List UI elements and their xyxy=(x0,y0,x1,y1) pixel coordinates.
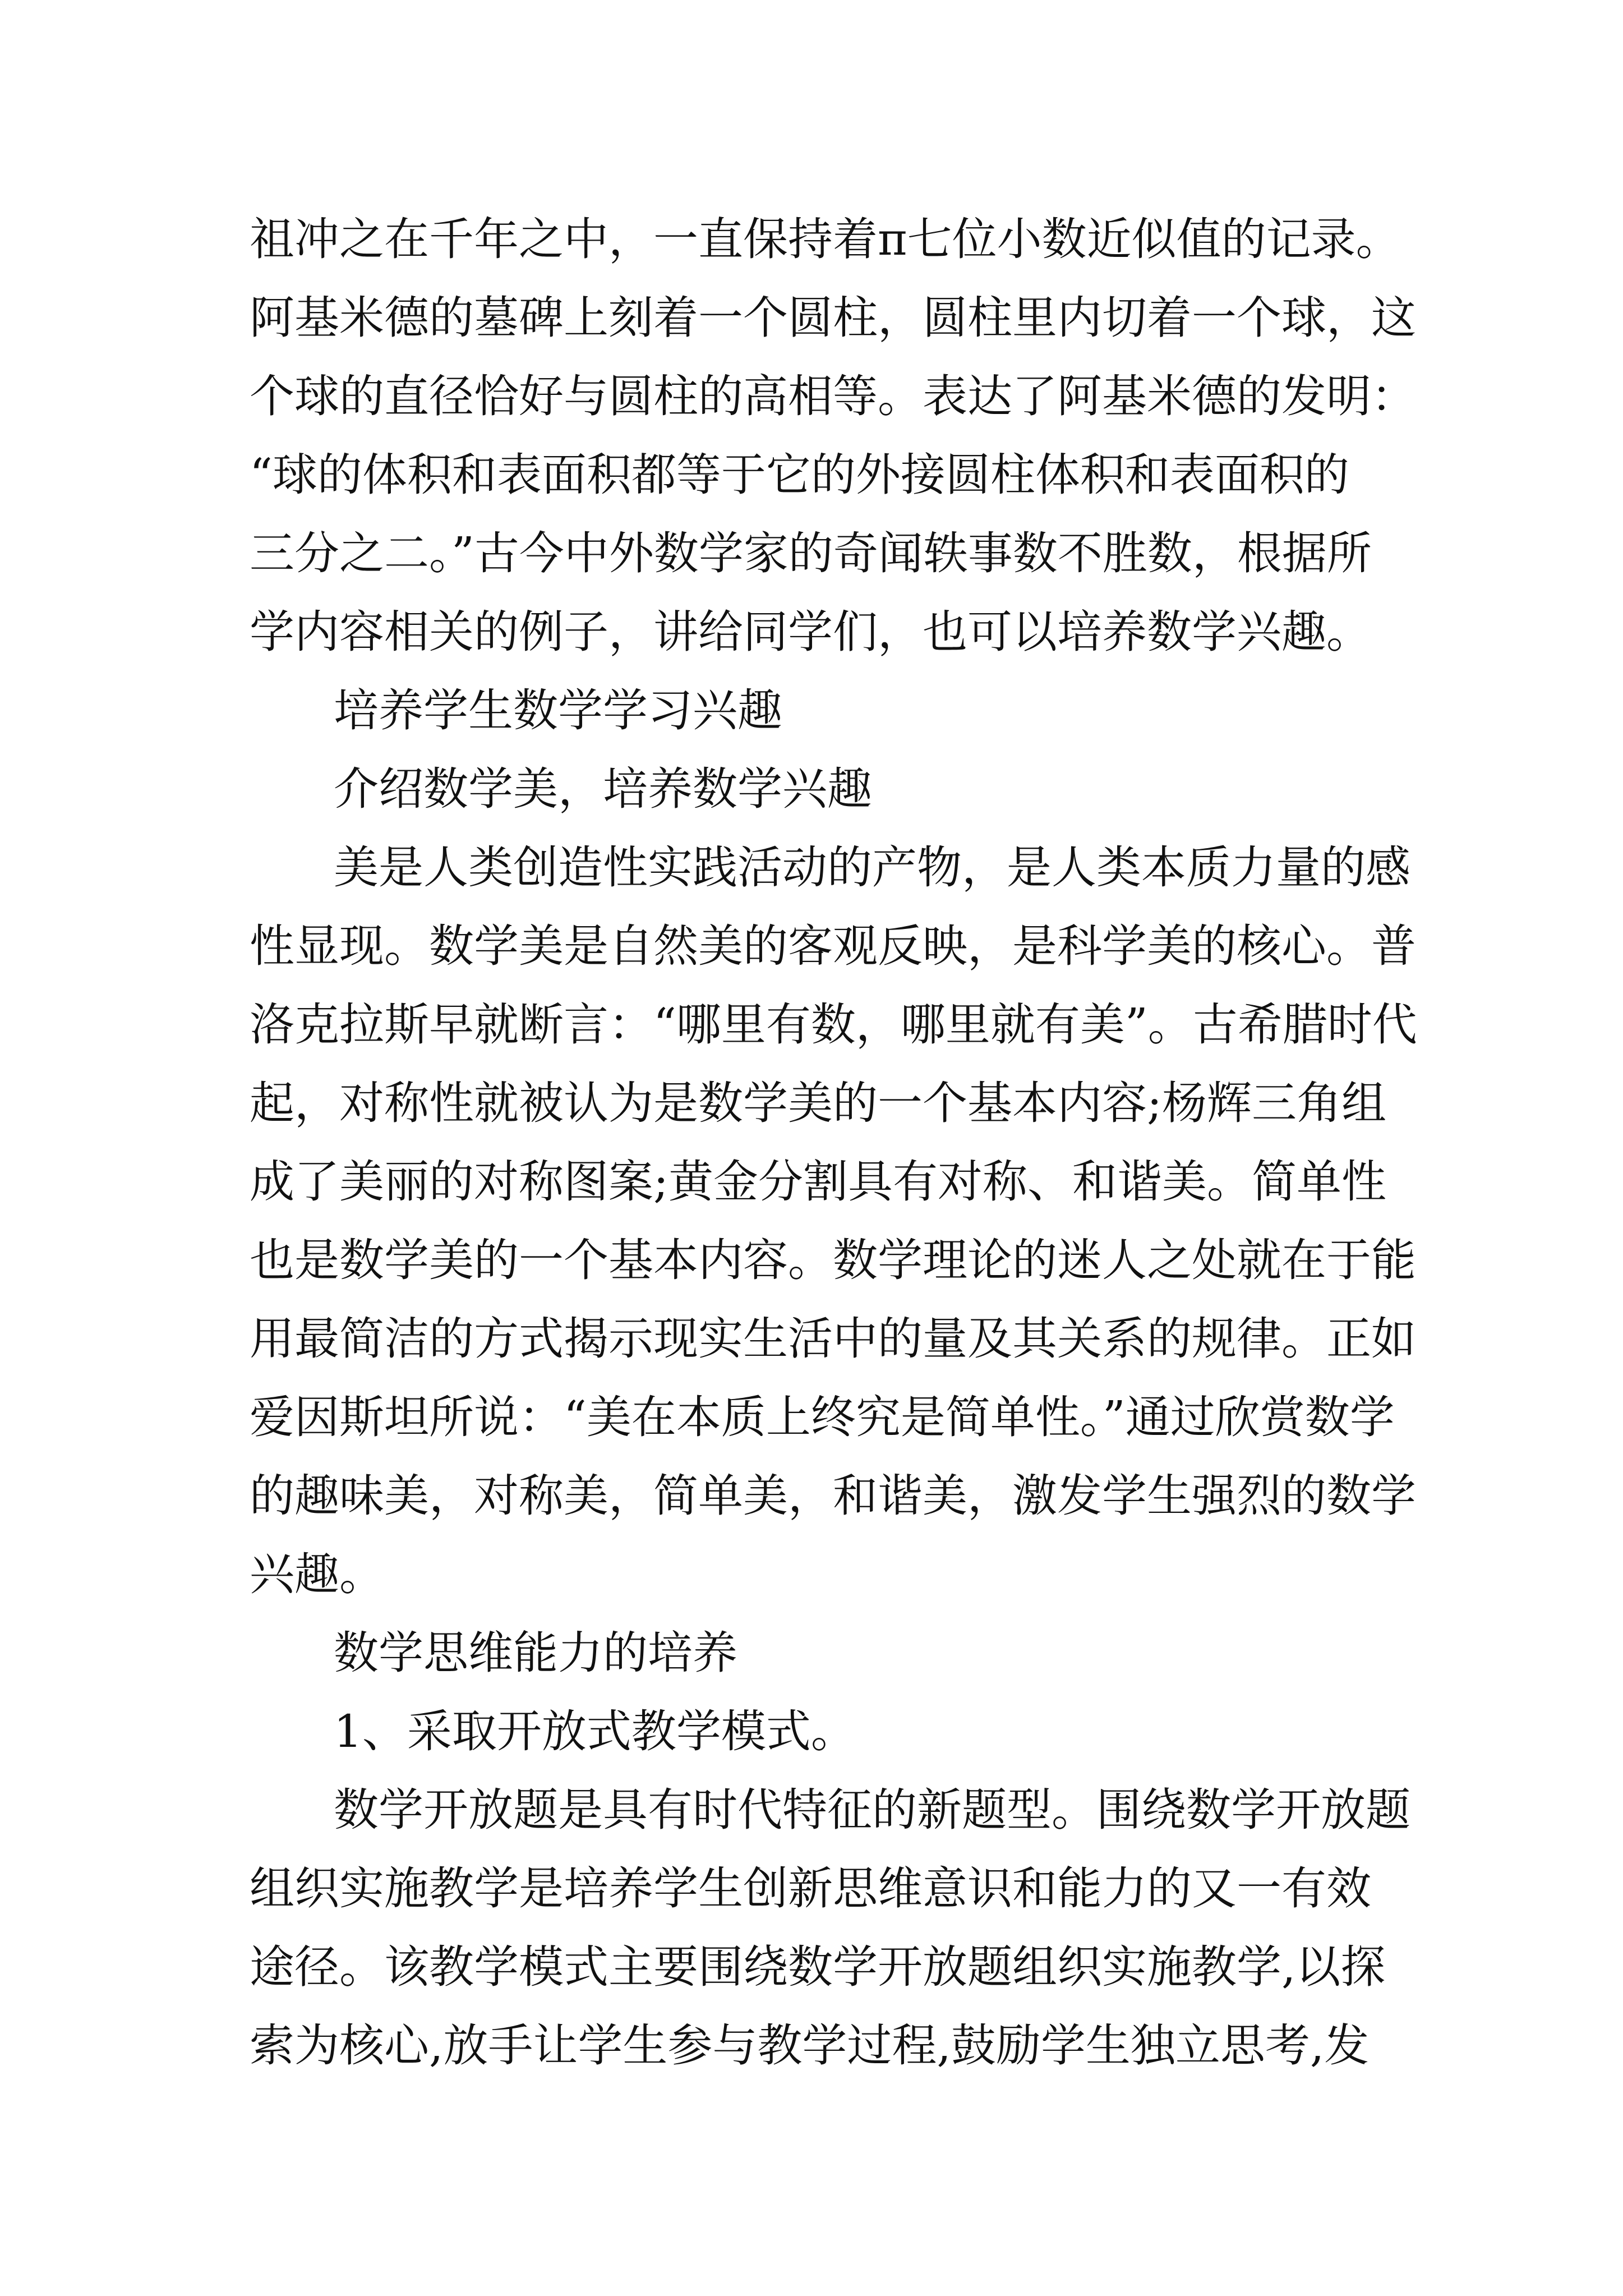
paragraph-line: 爱因斯坦所说：“美在本质上终究是简单性。”通过欣赏数学 xyxy=(250,1391,1395,1443)
paragraph-line: 也是数学美的一个基本内容。数学理论的迷人之处就在于能 xyxy=(250,1234,1416,1286)
paragraph-line: 三分之二。”古今中外数学家的奇闻轶事数不胜数，根据所 xyxy=(250,527,1372,579)
subsection-heading: 介绍数学美，培养数学兴趣 xyxy=(334,763,872,815)
paragraph-line: 组织实施教学是培养学生创新思维意识和能力的又一有效 xyxy=(250,1862,1371,1915)
paragraph-line: 个球的直径恰好与圆柱的高相等。表达了阿基米德的发明： xyxy=(250,370,1416,422)
paragraph-line: 数学开放题是具有时代特征的新题型。围绕数学开放题 xyxy=(334,1784,1410,1836)
paragraph-line: 兴趣。 xyxy=(250,1548,384,1600)
paragraph-line: 学内容相关的例子，讲给同学们，也可以培养数学兴趣。 xyxy=(250,606,1371,658)
section-heading: 培养学生数学学习兴趣 xyxy=(334,684,782,737)
paragraph-line: 索为核心,放手让学生参与教学过程,鼓励学生独立思考,发 xyxy=(250,2019,1370,2072)
paragraph-line: 起，对称性就被认为是数学美的一个基本内容;杨辉三角组 xyxy=(250,1077,1386,1129)
paragraph-line: 祖冲之在千年之中，一直保持着π七位小数近似值的记录。 xyxy=(250,213,1401,265)
paragraph-line: 成了美丽的对称图案;黄金分割具有对称、和谐美。简单性 xyxy=(250,1156,1386,1208)
paragraph-line: 的趣味美，对称美，简单美，和谐美，激发学生强烈的数学 xyxy=(250,1470,1416,1522)
paragraph-line: “球的体积和表面积都等于它的外接圆柱体积和表面积的 xyxy=(250,449,1349,501)
paragraph-line: 途径。该教学模式主要围绕数学开放题组织实施教学,以探 xyxy=(250,1941,1386,1993)
paragraph-line: 美是人类创造性实践活动的产物，是人类本质力量的感 xyxy=(334,841,1410,894)
section-heading: 数学思维能力的培养 xyxy=(334,1627,737,1679)
paragraph-line: 性显现。数学美是自然美的客观反映，是科学美的核心。普 xyxy=(250,920,1416,972)
paragraph-line: 洛克拉斯早就断言：“哪里有数，哪里就有美”。古希腊时代 xyxy=(250,999,1417,1051)
paragraph-line: 阿基米德的墓碑上刻着一个圆柱，圆柱里内切着一个球，这 xyxy=(250,292,1416,344)
numbered-heading: 1、采取开放式教学模式。 xyxy=(334,1705,856,1757)
paragraph-line: 用最简洁的方式揭示现实生活中的量及其关系的规律。正如 xyxy=(250,1313,1416,1365)
